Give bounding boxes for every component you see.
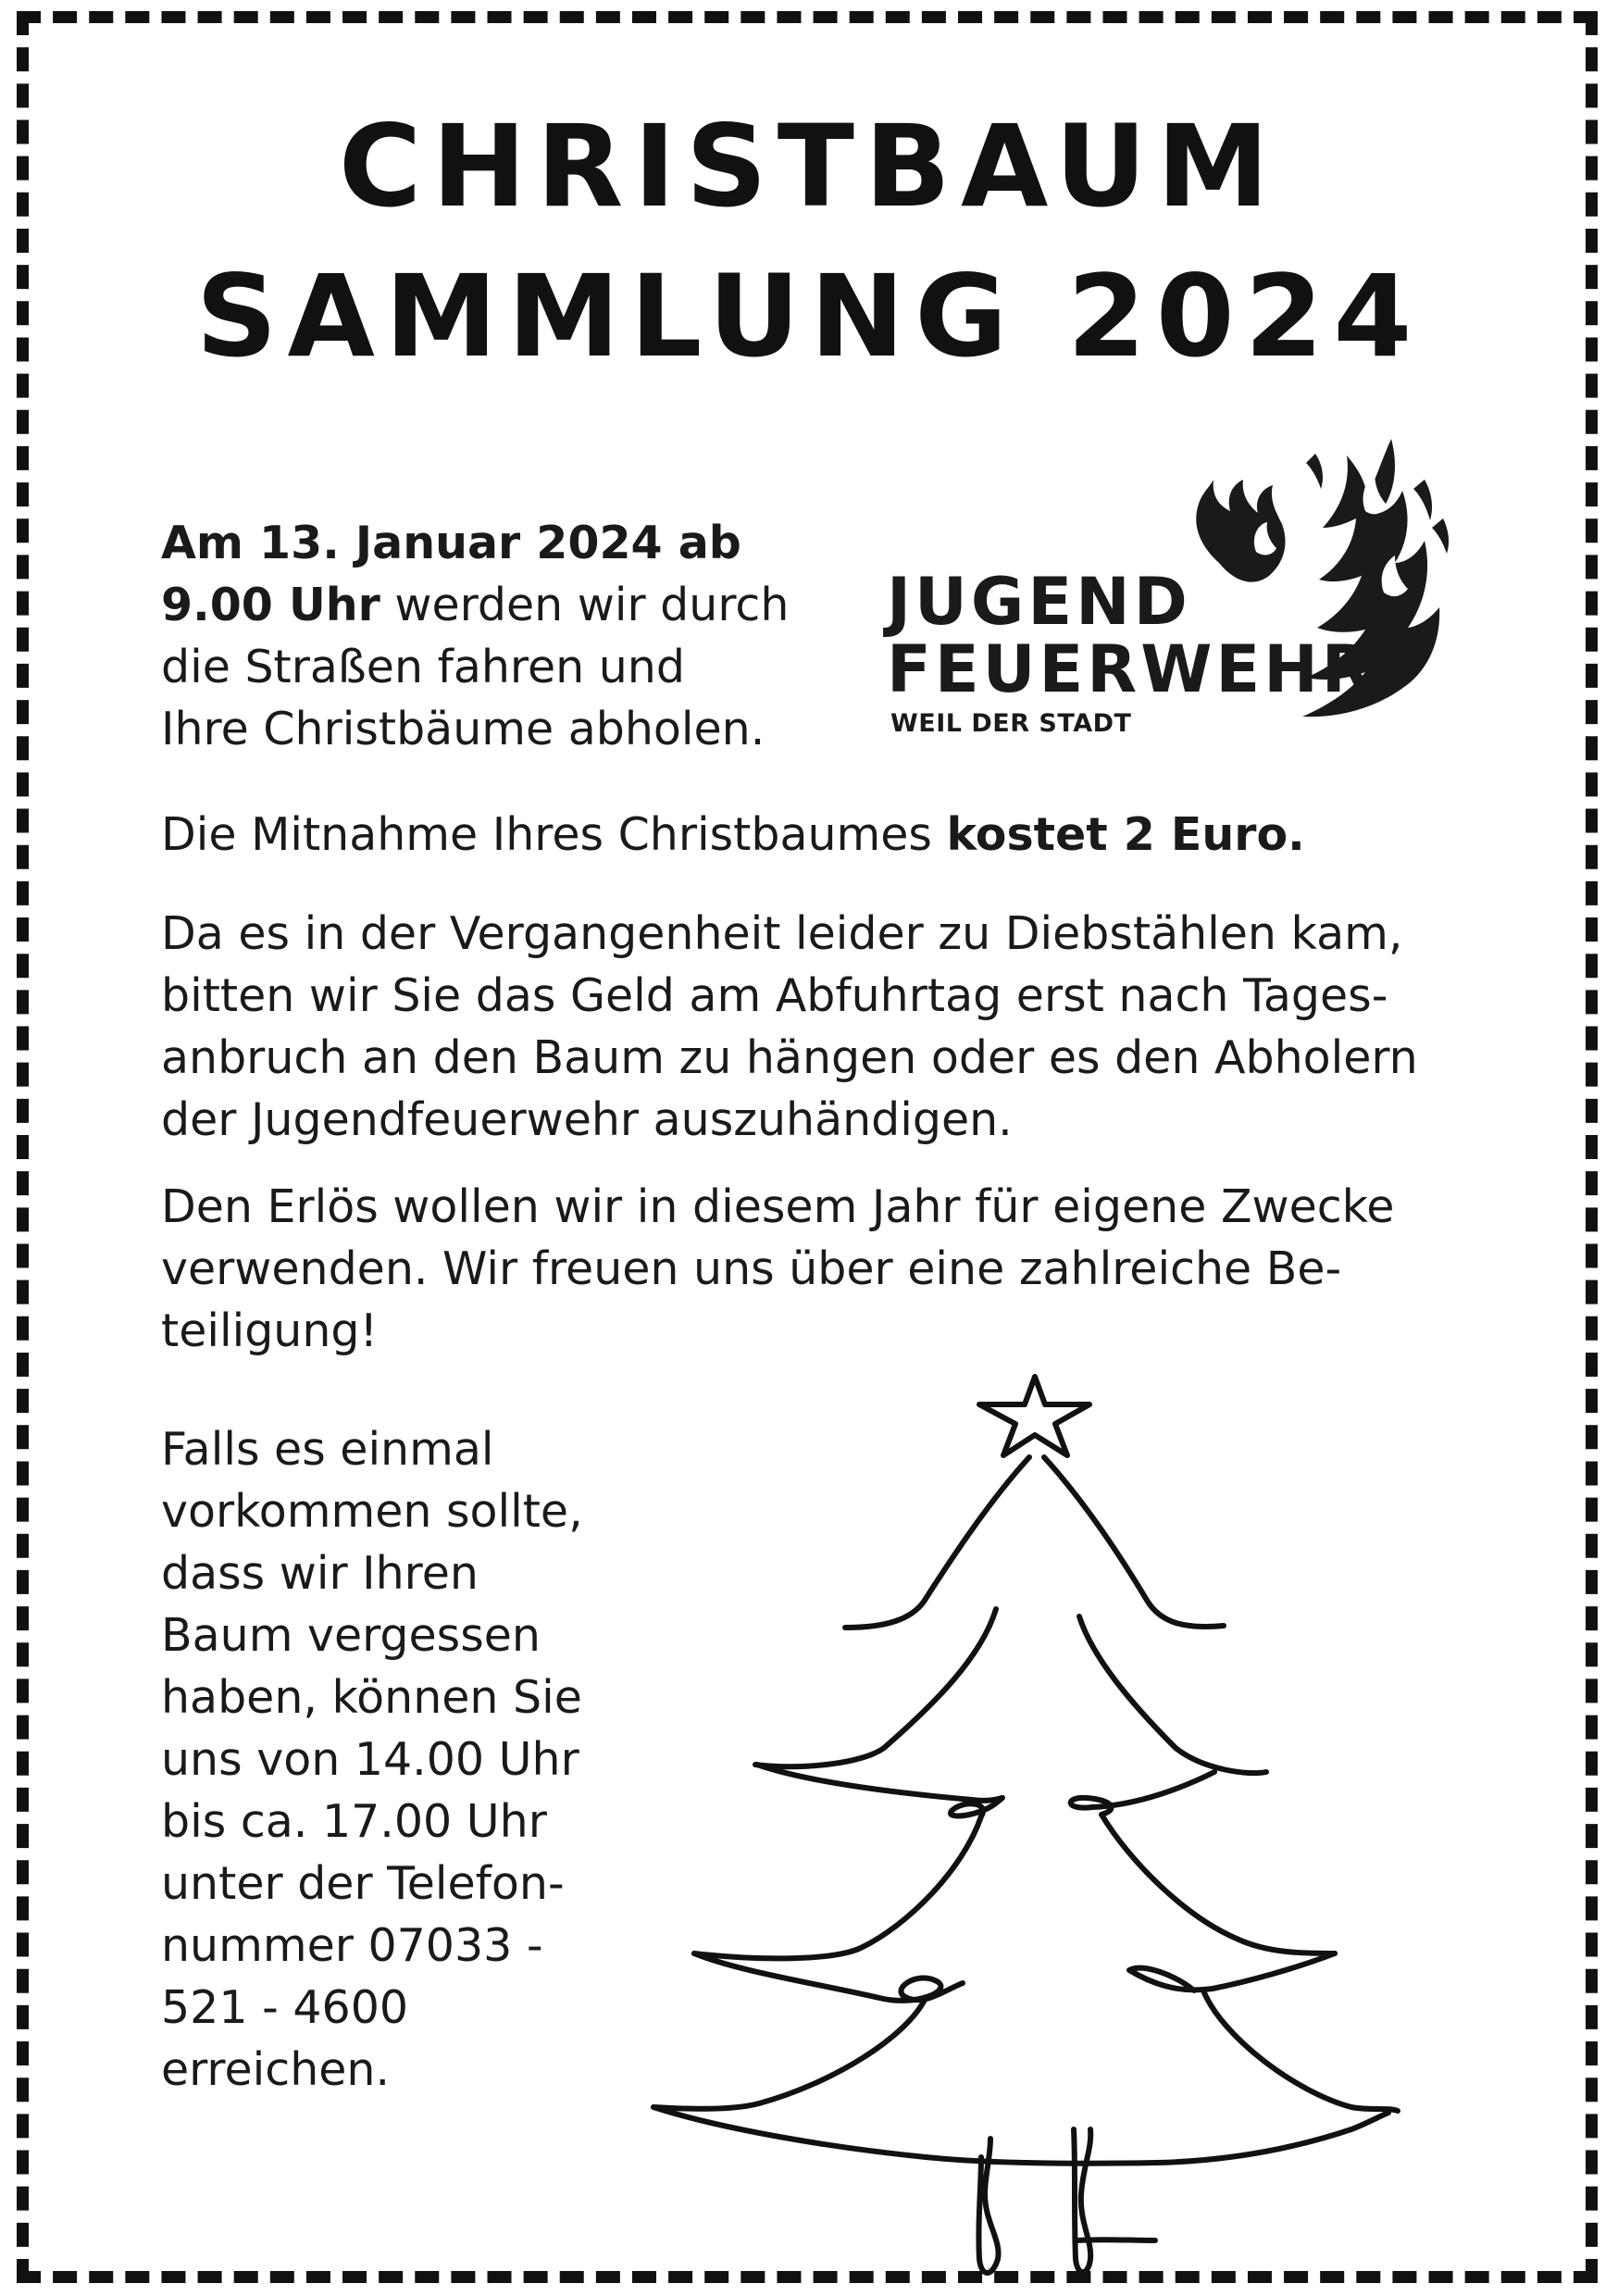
christmas-tree-icon <box>639 1361 1472 2277</box>
jugendfeuerwehr-logo <box>884 407 1458 759</box>
contact-line: unter der Telefon- <box>161 1857 565 1910</box>
page-title-line-1: CHRISTBAUM <box>338 101 1280 232</box>
theft-line: anbruch an den Baum zu hängen oder es den Abholern <box>161 1031 1418 1084</box>
intro-text-2: werden wir durch <box>380 579 790 631</box>
theft-notice-paragraph <box>161 903 1418 1151</box>
fee-text: Die Mitnahme Ihres Christbaumes <box>161 808 947 861</box>
fee-amount: kostet 2 Euro. <box>946 808 1305 861</box>
page-title-line-2: SAMMLUNG 2024 <box>195 251 1423 382</box>
star-icon <box>979 1377 1089 1455</box>
contact-line: nummer 07033 - <box>161 1919 543 1972</box>
intro-line-3: die Straßen fahren und <box>161 641 685 693</box>
intro-date: Am 13. Januar 2024 ab <box>161 517 741 569</box>
logo-text-feuerwehr: FEUERWEHR <box>887 631 1375 707</box>
contact-paragraph <box>161 1418 583 2101</box>
contact-line: erreichen. <box>161 2043 391 2096</box>
contact-line: Baum vergessen <box>161 1609 541 1662</box>
intro-paragraph <box>161 512 789 760</box>
theft-line: der Jugendfeuerwehr auszuhändigen. <box>161 1093 1013 1146</box>
usage-line: Den Erlös wollen wir in diesem Jahr für eigene Zwecke <box>161 1180 1395 1233</box>
usage-line: verwenden. Wir freuen uns über eine zahlreiche Be- <box>161 1242 1342 1295</box>
fee-paragraph <box>161 804 1305 866</box>
contact-line: dass wir Ihren <box>161 1547 479 1600</box>
intro-time: 9.00 Uhr <box>161 579 380 631</box>
contact-phone-line: 521 - 4600 <box>161 1981 409 2034</box>
usage-line: teiligung! <box>161 1304 379 1357</box>
logo-text-place: WEIL DER STADT <box>890 709 1132 738</box>
theft-line: Da es in der Vergangenheit leider zu Diebstählen kam, <box>161 907 1403 960</box>
contact-line: Falls es einmal <box>161 1423 494 1476</box>
intro-line-4: Ihre Christbäume abholen. <box>161 703 765 755</box>
contact-line: uns von 14.00 Uhr <box>161 1733 579 1786</box>
contact-line: vorkommen sollte, <box>161 1485 583 1538</box>
contact-line: haben, können Sie <box>161 1671 582 1724</box>
theft-line: bitten wir Sie das Geld am Abfuhrtag erst nach Tages- <box>161 969 1388 1022</box>
proceeds-paragraph <box>161 1176 1394 1362</box>
contact-line: bis ca. 17.00 Uhr <box>161 1795 547 1848</box>
logo-text-jugend: JUGEND <box>887 564 1191 640</box>
